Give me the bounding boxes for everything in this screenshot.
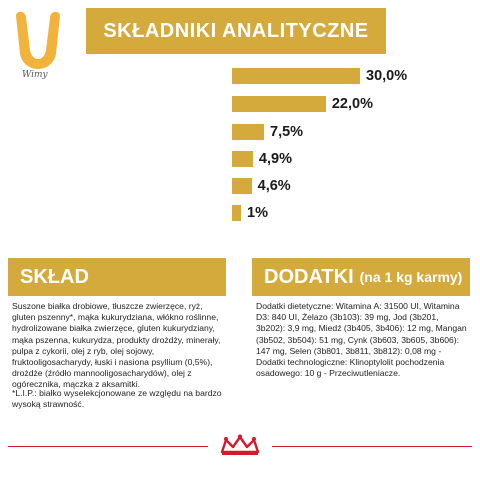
sklad-text: Suszone białka drobiowe, tłuszcze zwierzęce, ryż, gluten pszenny*, mąka kukurydziana, włókno roślinne, hydrolizowane białka zwierzęce, gluten kukurydziany, mąka pszenna, kukurydza, produkty drożdży, minerały, pulpa z cykorii, olej z ryb, olej sojowy, fruktooligosacharydy, łuski i nasiona psyllium (0,5%), drożdże (źródło mannooligosacharydów), olej z ogórecznika, mączka z aksamitki.	[12, 301, 221, 390]
nutrient-value: 4,6%	[257, 178, 291, 194]
sklad-banner	[8, 258, 226, 296]
nutrient-value: 30,0%	[366, 68, 408, 84]
sklad-title: SKŁAD	[20, 265, 89, 288]
header-banner	[86, 8, 386, 54]
nutrient-value: 7,5%	[270, 124, 304, 140]
nutrient-value: 4,9%	[258, 151, 292, 167]
nutrient-bar	[232, 96, 326, 112]
nutrient-bar	[232, 124, 264, 140]
nutrient-bar	[232, 68, 360, 84]
sklad-note: *L.I.P.: białko wyselekcjonowane ze względu na bardzo wysoką strawność.	[12, 388, 222, 410]
footer-line-left	[8, 446, 208, 447]
dodatki-banner	[252, 258, 470, 296]
logo-text: Wimy	[22, 70, 48, 80]
footer-line-right	[272, 446, 472, 447]
crown-icon	[216, 434, 264, 456]
nutrient-bar	[232, 178, 252, 194]
header-title: SKŁADNIKI ANALITYCZNE	[103, 19, 369, 42]
nutrient-value: 1%	[247, 205, 268, 221]
nutrient-value: 22,0%	[331, 96, 373, 112]
nutrient-bar	[232, 151, 253, 167]
dodatki-title: DODATKI	[264, 265, 354, 288]
dodatki-subtitle: (na 1 kg karmy)	[359, 269, 463, 285]
dodatki-text: Dodatki dietetyczne: Witamina A: 31500 UI, Witamina D3: 840 UI, Żelazo (3b103): 39 mg, Jod (3b201, 3b202): 3,9 mg, Miedź (3b405, 3b406): 12 mg, Mangan (3b502, 3b504): 51 mg, Cynk (3b603, 3b605, 3b606): 147 mg, Selen (3b801, 3b811, 3b812): 0,08 mg - Dodatki technologiczne: Klinoptylolit pochodzenia osadowego: 10 g - Przeciwutleniacze.	[256, 301, 467, 379]
brand-logo-icon	[8, 6, 68, 80]
nutrient-bar	[232, 205, 241, 221]
